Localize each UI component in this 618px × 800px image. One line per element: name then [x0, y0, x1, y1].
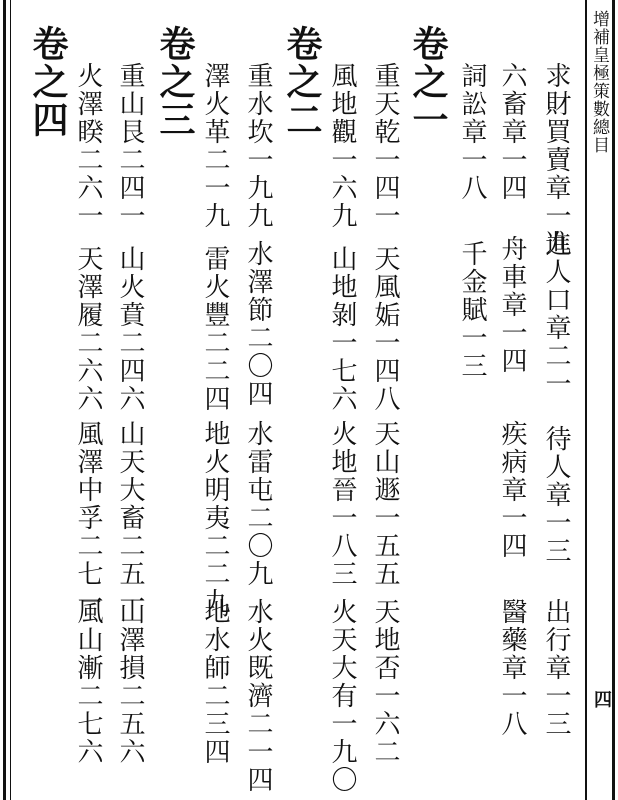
toc-entry: 火地晉一八三: [327, 420, 357, 588]
toc-entry: 疾病章一四: [497, 420, 527, 560]
toc-entry: 水雷屯二〇九: [243, 420, 273, 588]
toc-entry: 風山漸二七六: [73, 598, 103, 766]
toc-entry: 求財買賣章一九: [541, 62, 571, 258]
margin-border-outer: [612, 0, 615, 800]
volume-heading: 卷之三: [154, 25, 196, 139]
toc-entry: 出行章一三: [541, 598, 571, 738]
toc-entry: 舟車章一四: [497, 235, 527, 375]
volume-heading: 卷之四: [27, 25, 69, 139]
toc-entry: 地水師二三四: [200, 598, 230, 766]
left-border-inner: [10, 0, 11, 800]
toc-entry: 火天大有一九〇: [327, 598, 357, 794]
volume-heading: 卷之二: [281, 25, 323, 139]
toc-entry: 雷火豐二二四: [200, 245, 230, 413]
toc-entry: 風澤中孚二七一: [73, 420, 103, 616]
toc-entry: 重天乾一四一: [370, 62, 400, 230]
toc-entry: 山火賁二四六: [115, 245, 145, 413]
margin-title: 增補皇極策數總目: [589, 10, 609, 154]
toc-entry: 進人口章二一: [541, 230, 571, 398]
left-border-outer: [3, 0, 6, 800]
toc-entry: 待人章一三: [541, 425, 571, 565]
toc-entry: 詞訟章一八: [457, 62, 487, 202]
toc-entry: 六畜章一四: [497, 62, 527, 202]
margin-border-inner: [585, 0, 587, 800]
volume-heading: 卷之一: [407, 25, 449, 139]
page-number: 四: [591, 690, 612, 708]
toc-entry: 天風姤一四八: [370, 245, 400, 413]
toc-entry: 天澤履二六六: [73, 245, 103, 413]
toc-entry: 風地觀一六九: [327, 62, 357, 230]
toc-entry: 天地否一六二: [370, 598, 400, 766]
toc-entry: 山天大畜二五一: [115, 420, 145, 616]
toc-entry: 澤火革二一九: [200, 62, 230, 230]
toc-entry: 山地剝一七六: [327, 245, 357, 413]
toc-entry: 山澤損二五六: [115, 598, 145, 766]
toc-entry: 天山遯一五五: [370, 420, 400, 588]
toc-entry: 醫藥章一八: [497, 598, 527, 738]
toc-entry: 千金賦一三: [457, 240, 487, 380]
toc-entry: 地火明夷二二九: [200, 420, 230, 616]
toc-entry: 火澤睽二六一: [73, 62, 103, 230]
toc-entry: 水火既濟二一四: [243, 598, 273, 794]
toc-entry: 水澤節二〇四: [243, 240, 273, 408]
toc-entry: 重山艮二四一: [115, 62, 145, 230]
toc-entry: 重水坎一九九: [243, 62, 273, 230]
